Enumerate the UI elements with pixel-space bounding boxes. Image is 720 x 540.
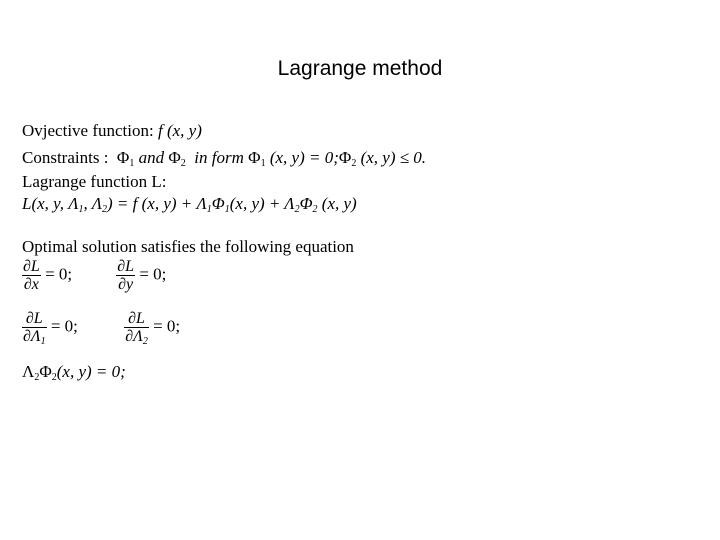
constraints-line [22, 148, 426, 168]
lagrange-label: Lagrange function L: [22, 172, 167, 191]
constraint-1-symbol: $\Phi_1$ [116, 148, 135, 169]
partial-lambda1-equation: $\frac{\partial L}{\partial\Lambda_1}$ = 0; [23, 310, 78, 347]
objective-label: Ovjective function: [22, 121, 154, 140]
constraint-2-symbol: $\Phi_2$ [168, 148, 186, 169]
constraints-in-form: in form [194, 148, 244, 167]
optimal-label: Optimal solution satisfies the following equation [22, 237, 354, 256]
slide-title: Lagrange method [277, 57, 443, 80]
optimal-row-1 [22, 258, 166, 293]
constraint-equation-1: $\Phi_1$ (x, y) = 0; [248, 148, 339, 169]
constraint-equation-2: $\Phi_2$ (x, y) ≤ 0. [338, 148, 427, 169]
objective-line [22, 121, 202, 141]
constraints-label: Constraints : [22, 148, 109, 167]
complementary-equation: $\Lambda_2\Phi_2(x$, y) = 0; [22, 362, 126, 383]
lagrange-equation: L(x, y, $\Lambda_1$, $\Lambda_2) = f$ (x, $y) + \Lambda_1\Phi_1(x$, $y) + \Lambda_2\Phi_2$ (x, y) [22, 194, 357, 215]
optimal-row-2 [22, 310, 180, 345]
partial-x-equation: $\frac{\partial L}{\partial x}$ = 0; [23, 258, 73, 293]
partial-lambda2-equation: $\frac{\partial L}{\partial\Lambda_2}$ = 0; [125, 310, 181, 347]
partial-y-equation: $\frac{\partial L}{\partial y}$ = 0; [117, 258, 167, 293]
objective-expression: f (x, y) [157, 121, 202, 140]
constraints-and: and [138, 148, 165, 167]
